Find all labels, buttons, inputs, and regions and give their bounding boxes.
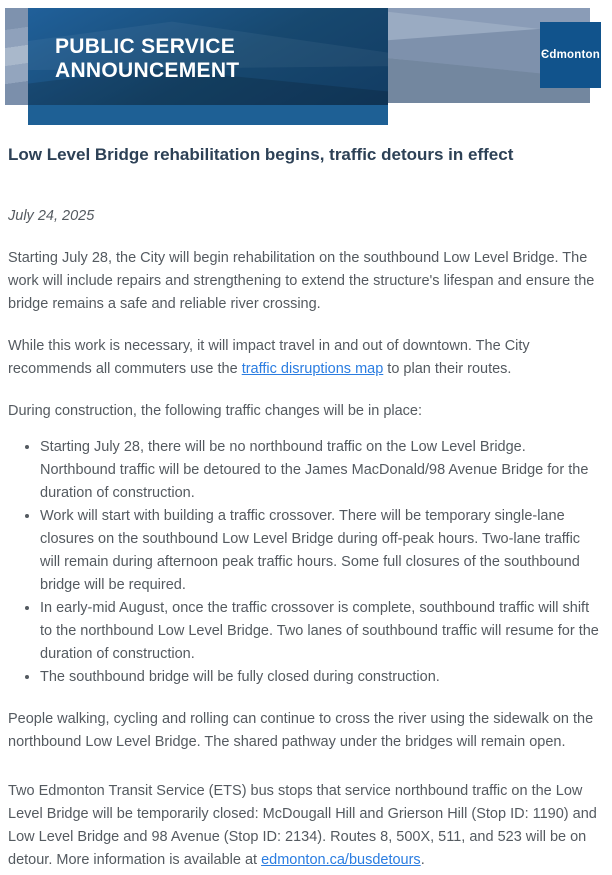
article-headline: Low Level Bridge rehabilitation begins, traffic detours in effect	[8, 145, 514, 164]
paragraph-impact-after: to plan their routes.	[383, 361, 512, 377]
banner-title-line2: ANNOUNCEMENT	[55, 59, 240, 82]
banner-title-line1: PUBLIC SERVICE	[55, 35, 236, 58]
paragraph-intro-text: Starting July 28, the City will begin rehabilitation on the southbound Low Level Bridge. The work will include repairs and strengthening to extend the structure's lifespan and ensure the bridge remains a safe and reliable river crossing.	[8, 250, 595, 312]
traffic-changes-list	[8, 436, 604, 689]
article-date: July 24, 2025	[8, 208, 95, 224]
paragraph-changes-lead-in: During construction, the following traffic changes will be in place:	[8, 403, 423, 419]
paragraph-transit-after: .	[420, 852, 425, 868]
edmonton-logo-text: Єdmonton	[541, 49, 600, 61]
banner-title	[55, 35, 239, 83]
banner-bottom-strip	[28, 105, 388, 125]
header-pattern-left-decoration	[5, 8, 28, 105]
bus-detours-link[interactable]: edmonton.ca/busdetours	[261, 852, 421, 868]
paragraph-intro	[8, 247, 604, 316]
psa-header	[0, 0, 612, 125]
traffic-disruptions-map-link[interactable]: traffic disruptions map	[241, 361, 384, 377]
edmonton-logo	[540, 22, 601, 88]
list-item: • In early-mid August, once the traffic crossover is complete, southbound traffic will shift to the northbound Low Level Bridge. Two lanes of southbound traffic will resume for the duration of construction.	[40, 597, 604, 666]
paragraph-transit-before: Two Edmonton Transit Service (ETS) bus stops that service northbound traffic on the Low Level Bridge will be temporarily closed: McDougall Hill and Grierson Hill (Stop ID: 1190) and Low Level Bridge and 98 Avenue (Stop ID: 2134). Routes 8, 500X, 511, and 523 will be on detour. More information is available at	[8, 783, 597, 868]
paragraph-transit	[8, 780, 604, 872]
paragraph-impact-before: While this work is necessary, it will impact travel in and out of downtown. The City recommends all commuters use the	[8, 338, 530, 377]
article-content	[0, 144, 612, 872]
list-item: • Work will start with building a traffic crossover. There will be temporary single-lane closures on the southbound Low Level Bridge during off-peak hours. Two-lane traffic will remain during afternoon peak traffic hours. Some full closures of the southbound bridge will be required.	[40, 505, 604, 597]
paragraph-pedestrians: People walking, cycling and rolling can continue to cross the river using the sidewalk on the northbound Low Level Bridge. The shared pathway under the bridges will remain open.	[8, 711, 594, 750]
list-item: • Starting July 28, there will be no northbound traffic on the Low Level Bridge. Northbound traffic will be detoured to the James MacDonald/98 Avenue Bridge for the duration of construction.	[40, 436, 604, 505]
list-item: • The southbound bridge will be fully closed during construction.	[40, 666, 604, 689]
paragraph-impact	[8, 335, 604, 381]
psa-banner	[28, 8, 388, 105]
